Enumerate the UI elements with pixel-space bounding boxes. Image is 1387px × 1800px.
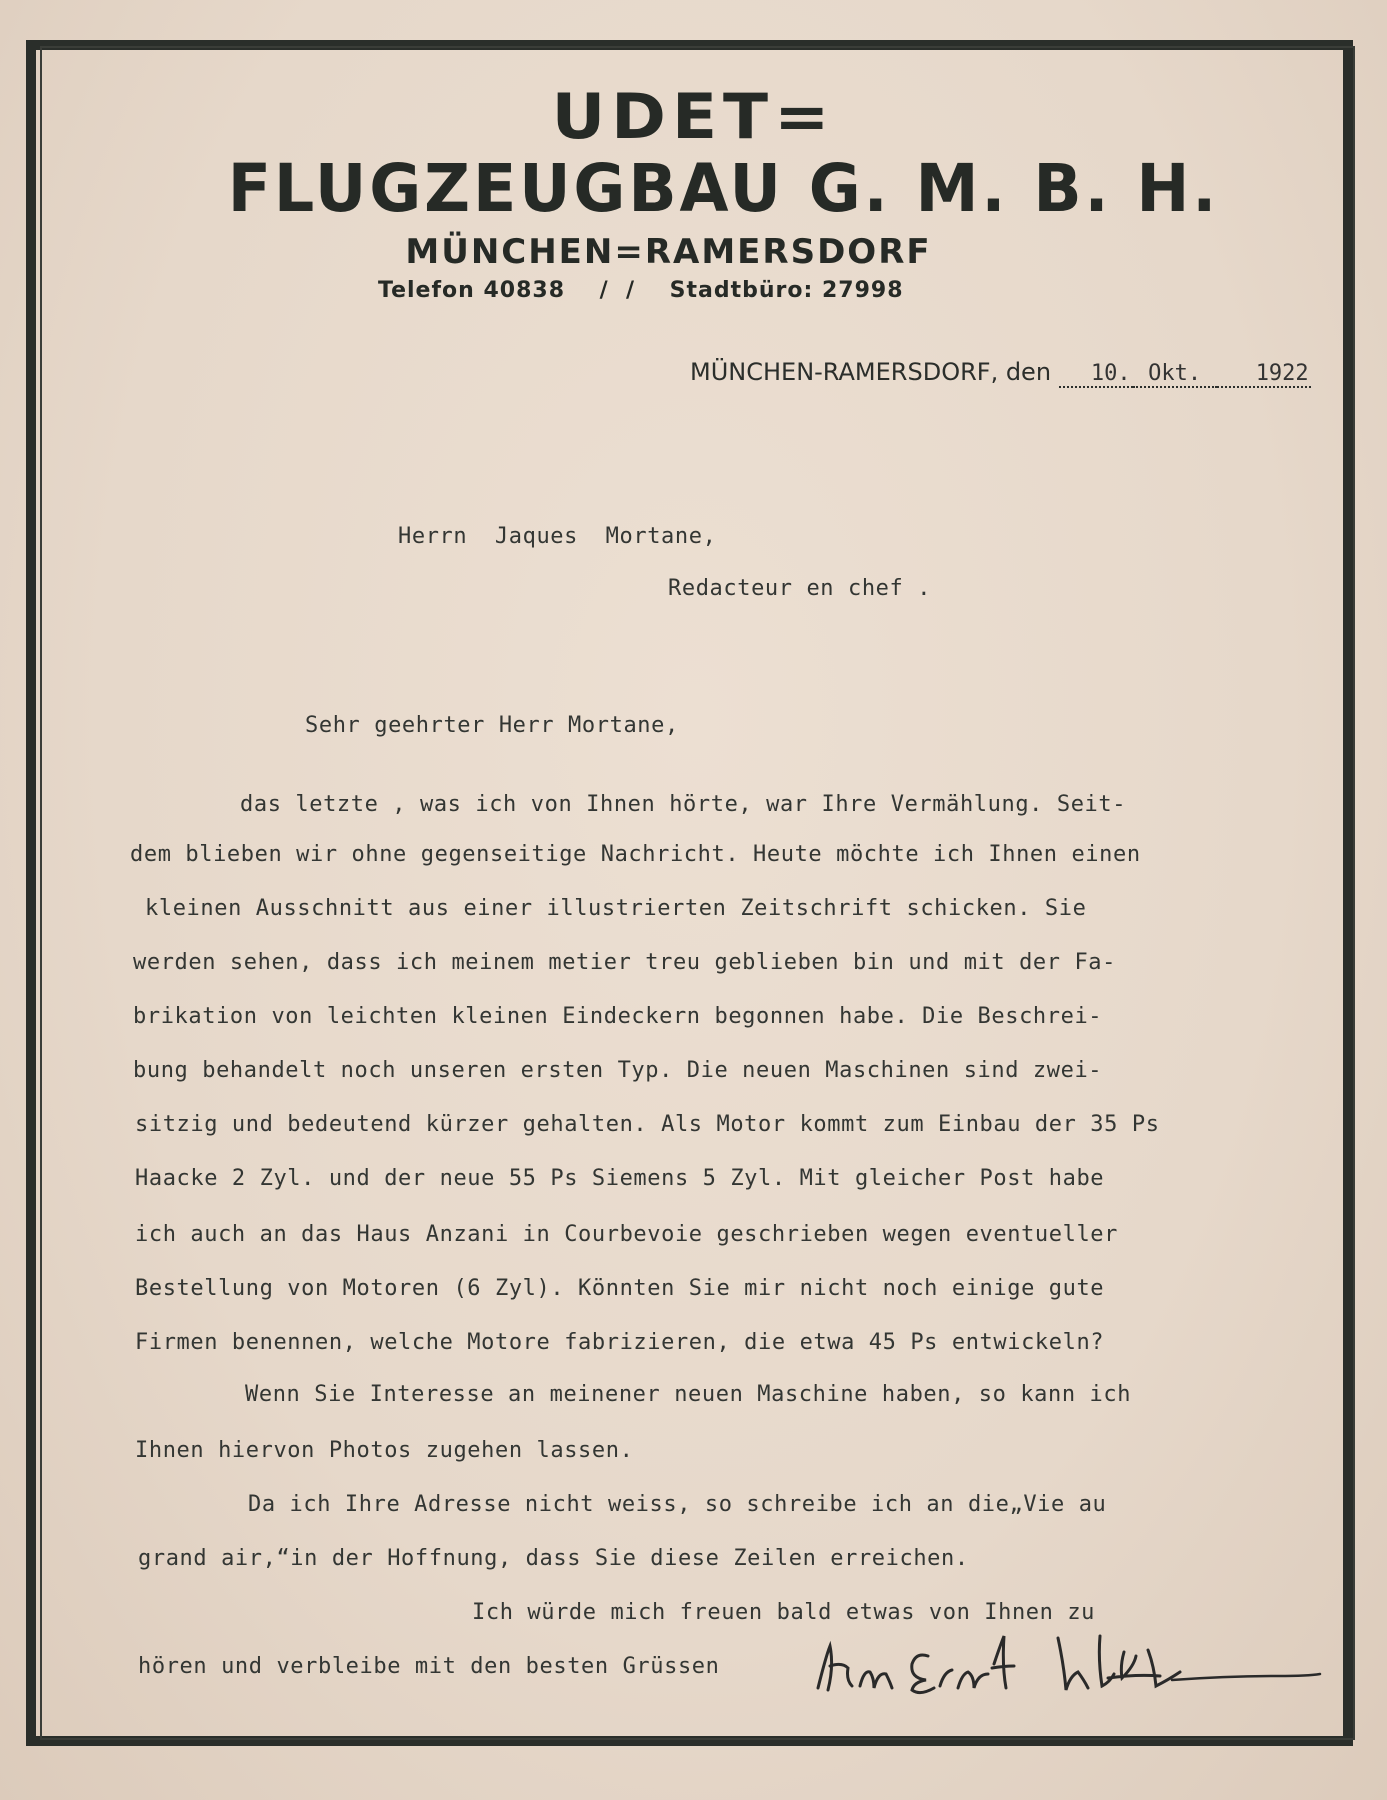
body-line: Wenn Sie Interesse an meinener neuen Maschine haben, so kann ich (245, 1382, 1132, 1407)
dateline-place: MÜNCHEN-RAMERSDORF, den (690, 358, 1052, 386)
company-name-line2: FLUGZEUGBAU G. M. B. H. (227, 150, 1220, 227)
body-line: Ich würde mich freuen bald etwas von Ihnen zu (472, 1600, 1096, 1625)
company-city: MÜNCHEN=RAMERSDORF (405, 232, 932, 272)
date-day: 10. (1090, 361, 1131, 386)
body-line: werden sehen, dass ich meinem metier treu geblieben bin und mit der Fa- (133, 950, 1117, 975)
body-line: Haacke 2 Zyl. und der neue 55 Ps Siemens 5 Zyl. Mit gleicher Post habe (135, 1166, 1105, 1191)
dateline (690, 358, 1311, 388)
closing-line: hören und verbleibe mit den besten Grüssen (138, 1654, 720, 1679)
body-line: Firmen benennen, welche Motore fabrizieren, die etwa 45 Ps entwickeln? (135, 1330, 1105, 1355)
body-line: Bestellung von Motoren (6 Zyl). Könnten Sie mir nicht noch einige gute (135, 1276, 1105, 1301)
body-line: Ihnen hiervon Photos zugehen lassen. (135, 1438, 634, 1463)
body-line: bung behandelt noch unseren ersten Typ. Die neuen Maschinen sind zwei- (133, 1058, 1103, 1083)
body-line: das letzte , was ich von Ihnen hörte, war Ihre Vermählung. Seit- (240, 792, 1127, 817)
handwritten-signature (808, 1616, 1328, 1706)
recipient-title: Redacteur en chef . (668, 576, 932, 601)
date-year: 1922 (1255, 361, 1309, 386)
body-line: sitzig und bedeutend kürzer gehalten. Als Motor kommt zum Einbau der 35 Ps (135, 1112, 1160, 1137)
body-line: ich auch an das Haus Anzani in Courbevoie geschrieben wegen eventueller (135, 1222, 1119, 1247)
body-line: Da ich Ihre Adresse nicht weiss, so schreibe ich an die„Vie au (248, 1492, 1107, 1517)
company-name-line1: UDET= (551, 79, 836, 154)
body-line: brikation von leichten kleinen Eindeckern begonnen habe. Die Beschrei- (133, 1004, 1103, 1029)
salutation: Sehr geehrter Herr Mortane, (305, 713, 679, 738)
date-month: Okt. (1148, 361, 1202, 386)
company-phone: Telefon 40838 / / Stadtbüro: 27998 (378, 278, 904, 303)
body-line: kleinen Ausschnitt aus einer illustrierten Zeitschrift schicken. Sie (145, 896, 1087, 921)
body-line: dem blieben wir ohne gegenseitige Nachricht. Heute möchte ich Ihnen einen (130, 842, 1141, 867)
recipient-name: Herrn Jaques Mortane, (398, 524, 717, 549)
body-line: grand air,“in der Hoffnung, dass Sie diese Zeilen erreichen. (138, 1546, 969, 1571)
